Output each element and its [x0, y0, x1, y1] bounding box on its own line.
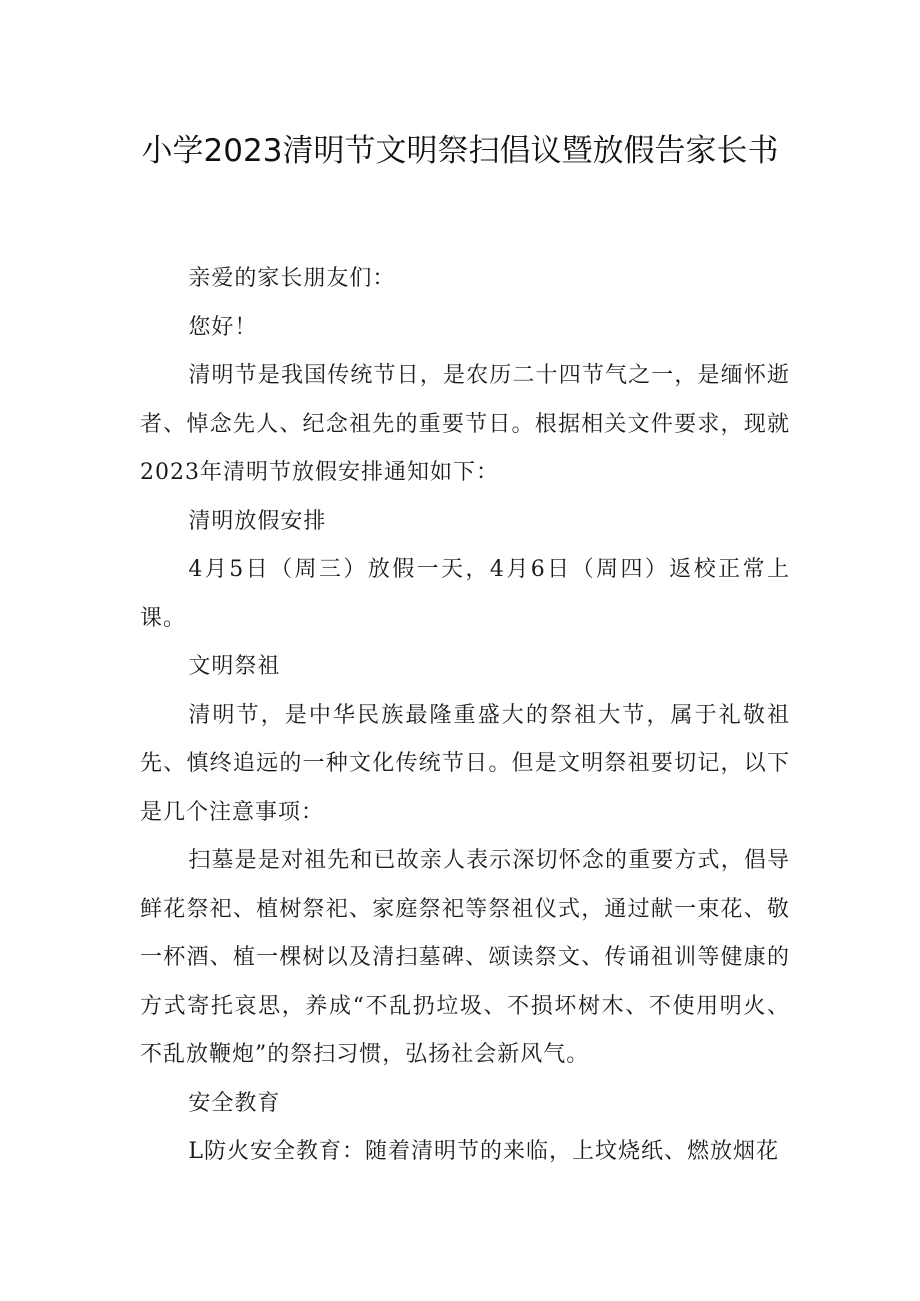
- section-heading-safety: 安全教育: [188, 1090, 281, 1116]
- section-heading-holiday: 清明放假安排: [188, 508, 327, 534]
- document-body: [140, 255, 790, 1177]
- holiday-schedule-paragraph: 4月5日（周三）放假一天，4月6日（周四）返校正常上课。: [140, 557, 790, 631]
- salutation-line: 您好！: [188, 314, 258, 340]
- fire-safety-paragraph: L防火安全教育：随着清明节的来临，上坟烧纸、燃放烟花: [188, 1139, 780, 1164]
- document-title: 小学2023清明节文明祭扫倡议暨放假告家长书: [141, 133, 779, 169]
- greeting-line: 亲爱的家长朋友们：: [188, 266, 396, 291]
- tomb-sweeping-paragraph: 扫墓是是对祖先和已故亲人表示深切怀念的重要方式，倡导鲜花祭祀、植树祭祀、家庭祭祀等祭祖仪式，通过献一束花、敬一杯酒、植一棵树以及清扫墓碑、颂读祭文、传诵祖训等健康的方式寄托哀思，养成“不乱扔垃圾、不损坏树木、不使用明火、不乱放鞭炮”的祭扫习惯，弘扬社会新风气。: [140, 848, 790, 1067]
- section-heading-civilized-worship: 文明祭祖: [188, 654, 281, 679]
- worship-intro-paragraph: 清明节，是中华民族最隆重盛大的祭祖大节，属于礼敬祖先、慎终追远的一种文化传统节日。但是文明祭祖要切记，以下是几个注意事项：: [140, 702, 790, 825]
- intro-paragraph: 清明节是我国传统节日，是农历二十四节气之一，是缅怀逝者、悼念先人、纪念祖先的重要节日。根据相关文件要求，现就2023年清明节放假安排通知如下：: [140, 363, 790, 485]
